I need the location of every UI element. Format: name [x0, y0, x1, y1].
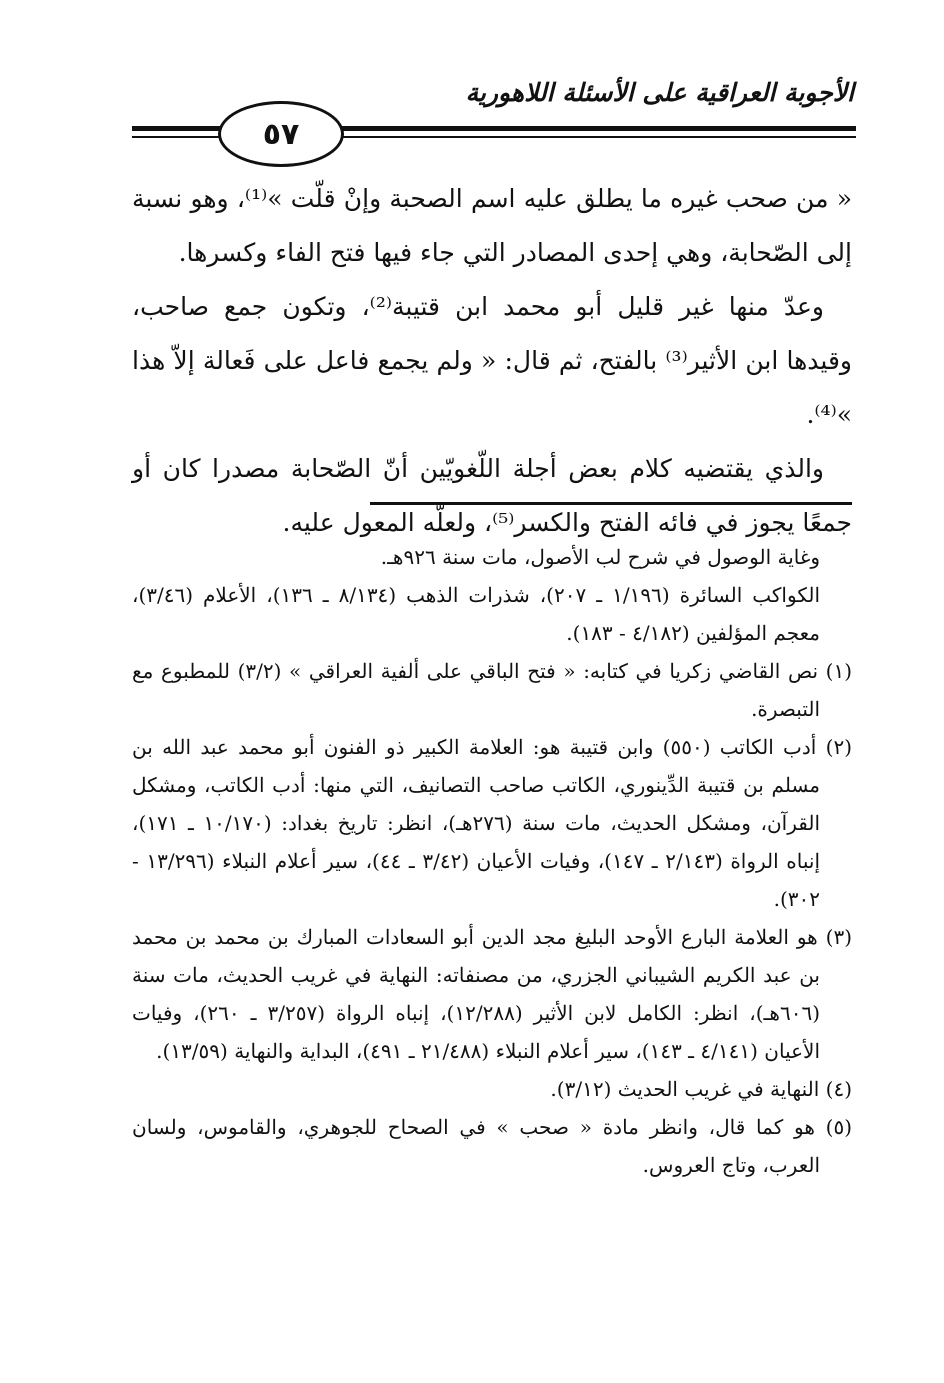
footnote-5: (٥) هو كما قال، وانظر مادة « صحب » في الصحاح للجوهري، والقاموس، ولسان العرب، وتاج العروس. [132, 1115, 852, 1177]
footnote-2: (٢) أدب الكاتب (٥٥٠) وابن قتيبة هو: العلامة الكبير ذو الفنون أبو محمد عبد الله بن مسلم بن قتيبة الدِّينوري، الكاتب صاحب التصانيف، التي منها: أدب الكاتب، ومشكل القرآن، ومشكل الحديث، مات سنة (٢٧٦هـ)، انظر: تاريخ بغداد: (١٠/١٧٠ ـ ١٧١)، إنباه الرواة (٢/١٤٣ ـ ١٤٧)، وفيات الأعيان (٣/٤٢ ـ ٤٤)، سير أعلام النبلاء (١٣/٢٩٦ - ٣٠٢). [132, 735, 852, 911]
footnote-continuation: الكواكب السائرة (١/١٩٦ ـ ٢٠٧)، شذرات الذهب (٨/١٣٤ ـ ١٣٦)، الأعلام (٣/٤٦)، معجم المؤلفين (٤/١٨٢ - ١٨٣). [132, 583, 821, 645]
footnote-separator [370, 502, 852, 505]
footnote-3: (٣) هو العلامة البارع الأوحد البليغ مجد الدين أبو السعادات المبارك بن محمد بن محمد بن عبد الكريم الشيباني الجزري، من مصنفاته: النهاية في غريب الحديث، مات سنة (٦٠٦هـ)، انظر: الكامل لابن الأثير (١٢/٢٨٨)، إنباه الرواة (٣/٢٥٧ ـ ٢٦٠)، وفيات الأعيان (٤/١٤١ ـ ١٤٣)، سير أعلام النبلاء (٢١/٤٨٨ ـ ٤٩١)، البداية والنهاية (١٣/٥٩). [132, 925, 852, 1063]
page-number: ٥٧ [218, 101, 344, 167]
footnotes [132, 538, 852, 1184]
footnote-continuation: وغاية الوصول في شرح لب الأصول، مات سنة ٩٢٦هـ. [380, 545, 820, 569]
main-text [132, 172, 852, 550]
running-title: الأجوبة العراقية على الأسئلة اللاهورية [465, 78, 854, 107]
footnote-1: (١) نص القاضي زكريا في كتابه: « فتح الباقي على ألفية العراقي » (٣/٢) للمطبوع مع التبصرة. [132, 659, 852, 721]
paragraph: والذي يقتضيه كلام بعض أجلة اللّغويّين أنّ الصّحابة مصدرا كان أو جمعًا يجوز في فائه الفتح والكسر⁽⁵⁾، ولعلّه المعول عليه. [132, 454, 852, 537]
footnote-4: (٤) النهاية في غريب الحديث (٣/١٢). [550, 1077, 852, 1101]
paragraph: « من صحب غيره ما يطلق عليه اسم الصحبة وإنْ قلّت »⁽¹⁾، وهو نسبة إلى الصّحابة، وهي إحدى المصادر التي جاء فيها فتح الفاء وكسرها. [132, 184, 852, 267]
paragraph: وعدّ منها غير قليل أبو محمد ابن قتيبة⁽²⁾، وتكون جمع صاحب، وقيدها ابن الأثير⁽³⁾ بالفتح، ثم قال: « ولم يجمع فاعل على فَعالة إلاّ هذا »⁽⁴⁾. [132, 292, 852, 429]
